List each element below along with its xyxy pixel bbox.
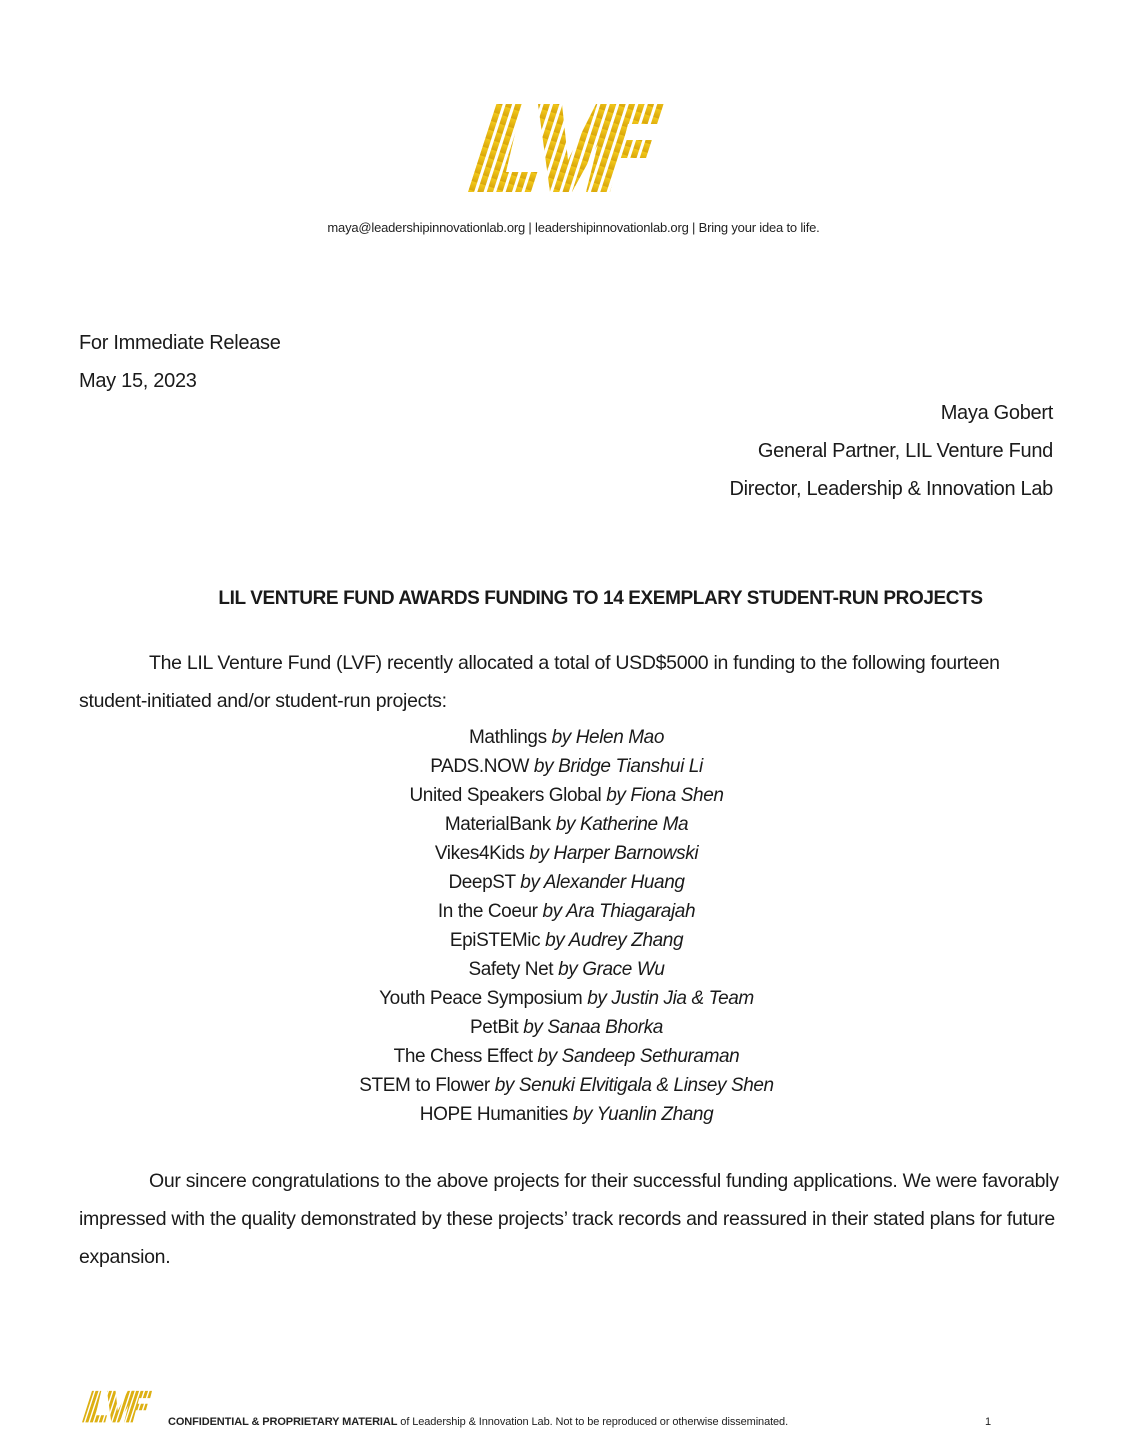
list-item	[0, 752, 1133, 781]
contact-line: maya@leadershipinnovationlab.org | leadershipinnovationlab.org | Bring your idea to life.	[327, 220, 820, 235]
project-name: Mathlings	[468, 727, 547, 748]
project-name: EpiSTEMic	[449, 930, 541, 951]
project-name: PADS.NOW	[430, 756, 530, 777]
page-footer	[82, 1390, 1082, 1430]
list-item	[0, 868, 1133, 897]
confidentiality-bold: CONFIDENTIAL & PROPRIETARY MATERIAL	[168, 1416, 398, 1428]
project-name: MaterialBank	[444, 814, 551, 835]
project-author: by Audrey Zhang	[545, 930, 684, 951]
release-label: For Immediate Release	[79, 332, 281, 354]
project-name: In the Coeur	[437, 901, 538, 922]
project-name: The Chess Effect	[393, 1046, 533, 1067]
project-name: United Speakers Global	[409, 785, 602, 806]
list-item	[0, 897, 1133, 926]
press-release-headline: LIL VENTURE FUND AWARDS FUNDING TO 14 EXEMPLARY STUDENT-RUN PROJECTS	[218, 588, 983, 609]
list-item	[0, 1100, 1133, 1129]
project-author: by Ara Thiagarajah	[542, 901, 696, 922]
sender-block	[729, 394, 1053, 508]
project-author: by Bridge Tianshui Li	[533, 756, 703, 777]
page-number: 1	[985, 1416, 992, 1428]
list-item	[0, 781, 1133, 810]
project-name: Youth Peace Symposium	[379, 988, 583, 1009]
project-author: by Katherine Ma	[555, 814, 689, 835]
list-item	[0, 839, 1133, 868]
confidentiality-rest: of Leadership & Innovation Lab. Not to be reproduced or otherwise disseminated.	[397, 1416, 789, 1428]
list-item	[0, 1042, 1133, 1071]
project-author: by Sandeep Sethuraman	[537, 1046, 740, 1067]
project-name: PetBit	[470, 1017, 519, 1038]
list-item	[0, 926, 1133, 955]
list-item	[0, 723, 1133, 752]
project-author: by Grace Wu	[558, 959, 665, 980]
closing-paragraph: Our sincere congratulations to the above projects for their successful funding applications. We were favorably impressed with the quality demonstrated by these projects’ track records and reassured in their stated plans for future expansion.	[79, 1170, 1059, 1268]
sender-title-1: General Partner, LIL Venture Fund	[757, 440, 1053, 462]
project-author: by Justin Jia & Team	[587, 988, 754, 1009]
project-author: by Harper Barnowski	[529, 843, 699, 864]
project-name: Safety Net	[468, 959, 554, 980]
sender-title-2: Director, Leadership & Innovation Lab	[729, 478, 1053, 500]
project-author: by Alexander Huang	[520, 872, 685, 893]
project-author: by Sanaa Bhorka	[523, 1017, 663, 1038]
project-name: STEM to Flower	[359, 1075, 490, 1096]
list-item	[0, 1013, 1133, 1042]
list-item	[0, 984, 1133, 1013]
lvf-logo	[468, 104, 664, 194]
list-item	[0, 810, 1133, 839]
footer-lvf-logo	[82, 1390, 152, 1424]
project-author: by Senuki Elvitigala & Linsey Shen	[494, 1075, 774, 1096]
list-item	[0, 955, 1133, 984]
project-name: DeepST	[448, 872, 516, 893]
project-author: by Yuanlin Zhang	[572, 1104, 714, 1125]
sender-name: Maya Gobert	[940, 402, 1053, 424]
release-date: May 15, 2023	[79, 370, 197, 392]
project-author: by Helen Mao	[551, 727, 665, 748]
intro-paragraph: The LIL Venture Fund (LVF) recently allocated a total of USD$5000 in funding to the following fourteen student-initiated and/or student-run projects:	[79, 652, 1000, 712]
release-block	[79, 324, 281, 400]
project-author: by Fiona Shen	[606, 785, 724, 806]
project-name: Vikes4Kids	[434, 843, 525, 864]
list-item	[0, 1071, 1133, 1100]
project-list	[0, 723, 1133, 1129]
project-name: HOPE Humanities	[419, 1104, 568, 1125]
confidentiality-notice	[168, 1416, 788, 1428]
